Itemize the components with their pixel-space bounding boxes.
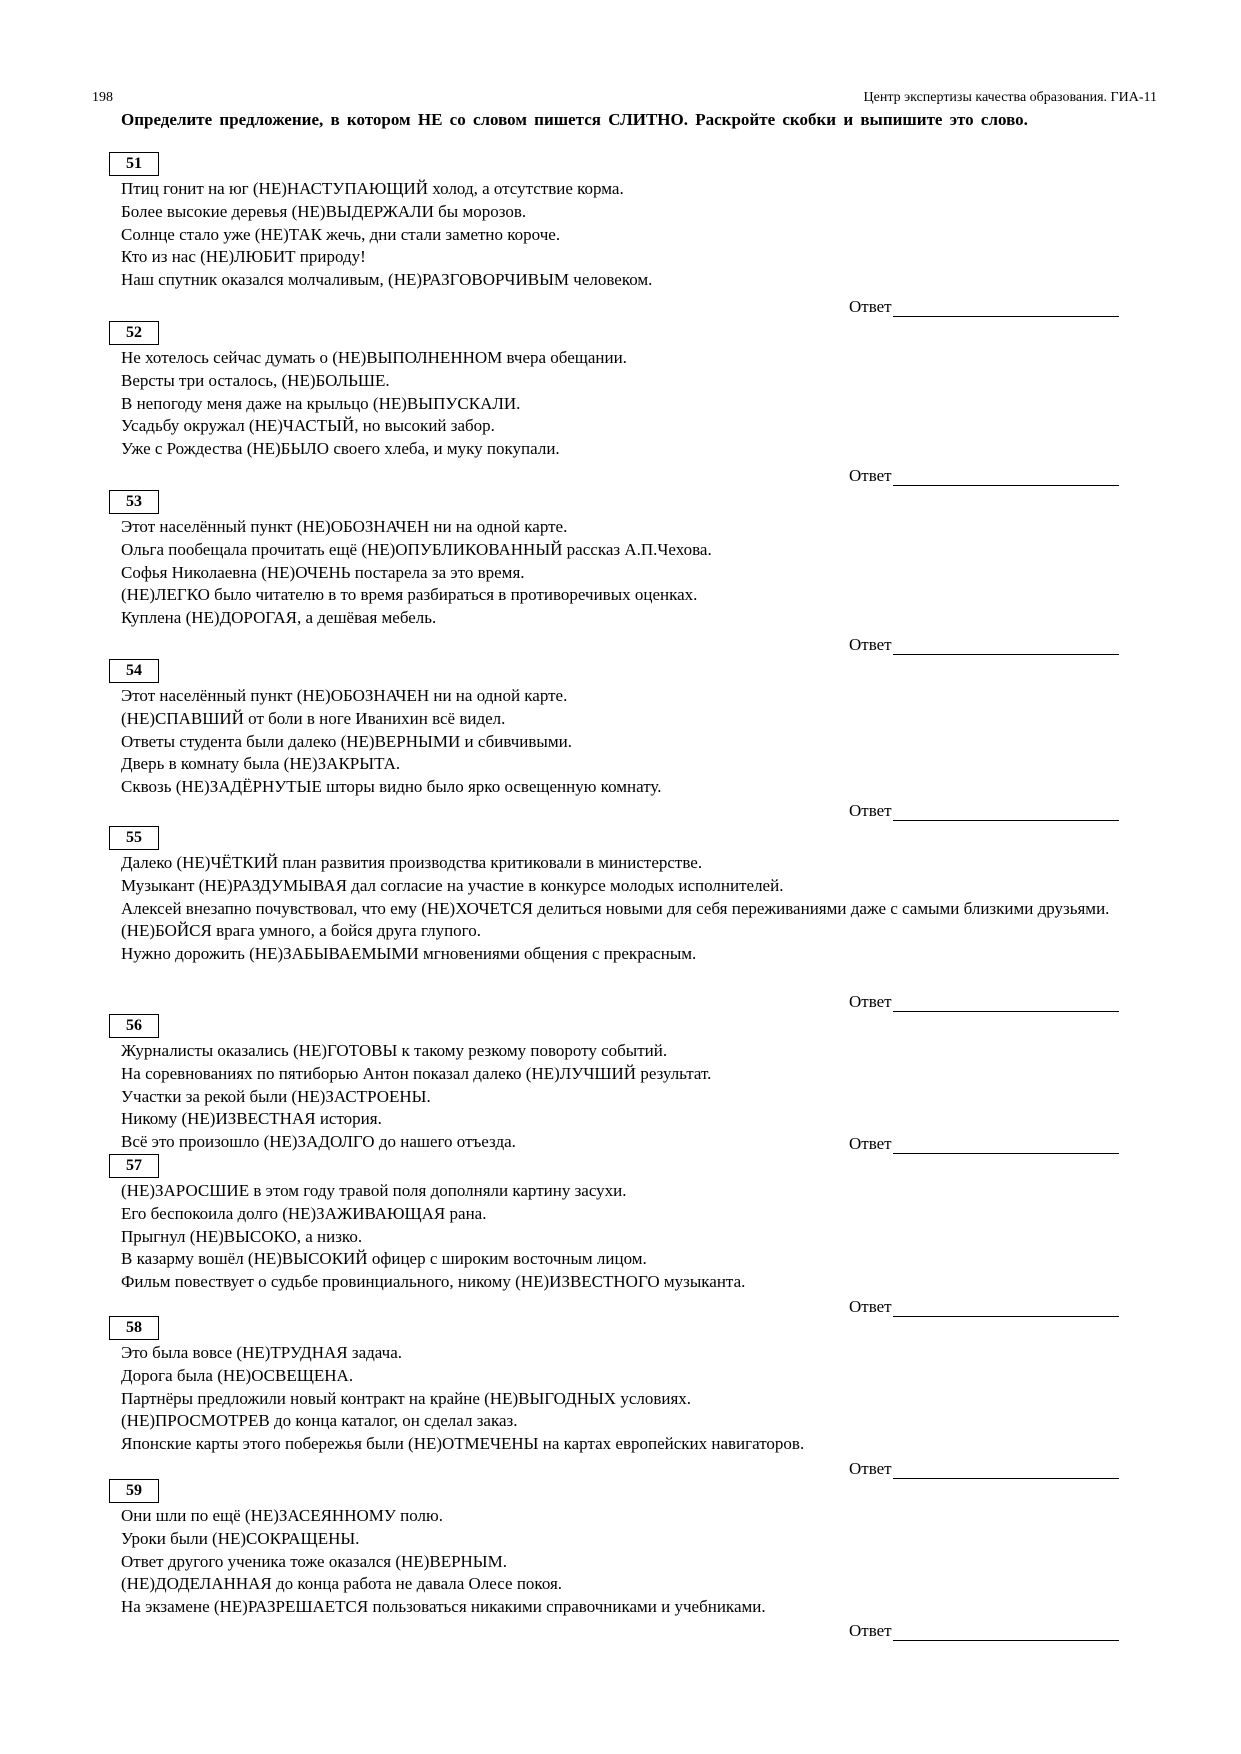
sentence: (НЕ)ДОДЕЛАННАЯ до конца работа не давала Олесе покоя. [121,1574,563,1594]
sentence-list [121,685,1121,799]
sentence: (НЕ)ЗАРОСШИЕ в этом году травой поля дополняли картину засухи. [121,1181,627,1200]
sentence: Куплена (НЕ)ДОРОГАЯ, а дешёвая мебель. [121,608,437,628]
sentence: Ответ другого ученика тоже оказался (НЕ)ВЕРНЫМ. [121,1551,508,1571]
answer-row [849,1295,1119,1317]
sentence: Не хотелось сейчас думать о (НЕ)ВЫПОЛНЕННОМ вчера обещании. [121,348,627,367]
sentence: Версты три осталось, (НЕ)БОЛЬШЕ. [121,370,390,390]
answer-row [849,799,1119,821]
task-number: 53 [109,490,159,514]
task-number: 51 [109,152,159,176]
sentence: Уже с Рождества (НЕ)БЫЛО своего хлеба, и муку покупали. [121,439,560,459]
sentence: Фильм повествует о судьбе провинциального, никому (НЕ)ИЗВЕСТНОГО музыканта. [121,1272,746,1292]
sentence-list [121,1505,1121,1619]
answer-field[interactable] [893,299,1119,317]
sentence: Его беспокоила долго (НЕ)ЗАЖИВАЮЩАЯ рана. [121,1203,487,1223]
sentence: (НЕ)СПАВШИЙ от боли в ноге Иванихин всё видел. [121,708,506,728]
sentence: Музыкант (НЕ)РАЗДУМЫВАЯ дал согласие на участие в конкурсе молодых исполнителей. [121,875,784,895]
sentence-list [121,178,1121,292]
instruction: Определите предложение, в котором НЕ со словом пишется СЛИТНО. Раскройте скобки и выпишите это слово. [121,110,1028,129]
answer-label: Ответ [849,1134,892,1153]
sentence: (НЕ)ПРОСМОТРЕВ до конца каталог, он сделал заказ. [121,1411,518,1431]
page-number: 198 [92,90,113,105]
answer-field[interactable] [893,1461,1119,1479]
sentence: В непогоду меня даже на крыльцо (НЕ)ВЫПУСКАЛИ. [121,393,521,413]
sentence: Прыгнул (НЕ)ВЫСОКО, а низко. [121,1226,363,1246]
sentence: Это была вовсе (НЕ)ТРУДНАЯ задача. [121,1343,402,1362]
answer-row [849,295,1119,317]
sentence: Всё это произошло (НЕ)ЗАДОЛГО до нашего отъезда. [121,1132,516,1152]
sentence: Ольга пообещала прочитать ещё (НЕ)ОПУБЛИКОВАННЫЙ рассказ А.П.Чехова. [121,539,712,559]
answer-field[interactable] [893,468,1119,486]
answer-field[interactable] [893,994,1119,1012]
sentence: (НЕ)БОЙСЯ врага умного, а бойся друга глупого. [121,921,481,941]
answer-field[interactable] [893,1623,1119,1641]
sentence: Птиц гонит на юг (НЕ)НАСТУПАЮЩИЙ холод, а отсутствие корма. [121,179,624,198]
answer-label: Ответ [849,297,892,316]
task-number: 55 [109,826,159,850]
sentence: Партнёры предложили новый контракт на крайне (НЕ)ВЫГОДНЫХ условиях. [121,1388,692,1408]
sentence: Участки за рекой были (НЕ)ЗАСТРОЕНЫ. [121,1086,431,1106]
answer-field[interactable] [893,1136,1119,1154]
sentence: (НЕ)ЛЕГКО было читателю в то время разбираться в противоречивых оценках. [121,585,698,605]
sentence-list [121,1180,1121,1294]
answer-row [849,1457,1119,1479]
task-number: 57 [109,1154,159,1178]
answer-label: Ответ [849,466,892,485]
answer-row [849,464,1119,486]
sentence-list [121,347,1121,461]
answer-field[interactable] [893,637,1119,655]
sentence: Дорога была (НЕ)ОСВЕЩЕНА. [121,1365,354,1385]
sentence: Уроки были (НЕ)СОКРАЩЕНЫ. [121,1528,360,1548]
task-number: 59 [109,1479,159,1503]
sentence: Ответы студента были далеко (НЕ)ВЕРНЫМИ и сбивчивыми. [121,731,572,751]
sentence: Этот населённый пункт (НЕ)ОБОЗНАЧЕН ни на одной карте. [121,686,568,705]
sentence: Кто из нас (НЕ)ЛЮБИТ природу! [121,247,366,267]
answer-row [849,633,1119,655]
answer-label: Ответ [849,992,892,1011]
answer-label: Ответ [849,635,892,654]
sentence: Этот населённый пункт (НЕ)ОБОЗНАЧЕН ни на одной карте. [121,517,568,536]
answer-label: Ответ [849,1621,892,1640]
answer-row [849,1132,1119,1154]
sentence: В казарму вошёл (НЕ)ВЫСОКИЙ офицер с широким восточным лицом. [121,1249,647,1269]
answer-row [849,1619,1119,1641]
sentence-list [121,1342,1121,1456]
sentence: Сквозь (НЕ)ЗАДЁРНУТЫЕ шторы видно было ярко освещенную комнату. [121,777,662,797]
running-header: Центр экспертизы качества образования. ГИА-11 [863,90,1157,105]
sentence: Нужно дорожить (НЕ)ЗАБЫВАЕМЫМИ мгновениями общения с прекрасным. [121,944,697,964]
sentence: Софья Николаевна (НЕ)ОЧЕНЬ постарела за это время. [121,562,525,582]
sentence-list [121,516,1121,630]
sentence: Никому (НЕ)ИЗВЕСТНАЯ история. [121,1109,382,1129]
sentence: Дверь в комнату была (НЕ)ЗАКРЫТА. [121,754,401,774]
task-number: 56 [109,1014,159,1038]
sentence: Журналисты оказались (НЕ)ГОТОВЫ к такому резкому повороту событий. [121,1041,668,1060]
sentence: Солнце стало уже (НЕ)ТАК жечь, дни стали заметно короче. [121,224,561,244]
task-number: 54 [109,659,159,683]
sentence: Более высокие деревья (НЕ)ВЫДЕРЖАЛИ бы морозов. [121,201,527,221]
sentence: Наш спутник оказался молчаливым, (НЕ)РАЗГОВОРЧИВЫМ человеком. [121,270,653,290]
answer-label: Ответ [849,1297,892,1316]
answer-field[interactable] [893,1299,1119,1317]
sentence: Далеко (НЕ)ЧЁТКИЙ план развития производства критиковали в министерстве. [121,853,703,872]
sentence: На экзамене (НЕ)РАЗРЕШАЕТСЯ пользоваться никакими справочниками и учебниками. [121,1597,766,1617]
answer-row [849,990,1119,1012]
sentence: На соревнованиях по пятиборью Антон показал далеко (НЕ)ЛУЧШИЙ результат. [121,1063,712,1083]
sentence-list [121,852,1121,966]
task-number: 58 [109,1316,159,1340]
sentence: Усадьбу окружал (НЕ)ЧАСТЫЙ, но высокий забор. [121,416,495,436]
answer-label: Ответ [849,801,892,820]
task-number: 52 [109,321,159,345]
sentence: Они шли по ещё (НЕ)ЗАСЕЯННОМУ полю. [121,1506,443,1525]
sentence: Алексей внезапно почувствовал, что ему (НЕ)ХОЧЕТСЯ делиться новыми для себя переживаниями даже с самыми близкими друзьями. [121,898,1110,918]
answer-field[interactable] [893,803,1119,821]
answer-label: Ответ [849,1459,892,1478]
sentence: Японские карты этого побережья были (НЕ)ОТМЕЧЕНЫ на картах европейских навигаторов. [121,1434,805,1454]
